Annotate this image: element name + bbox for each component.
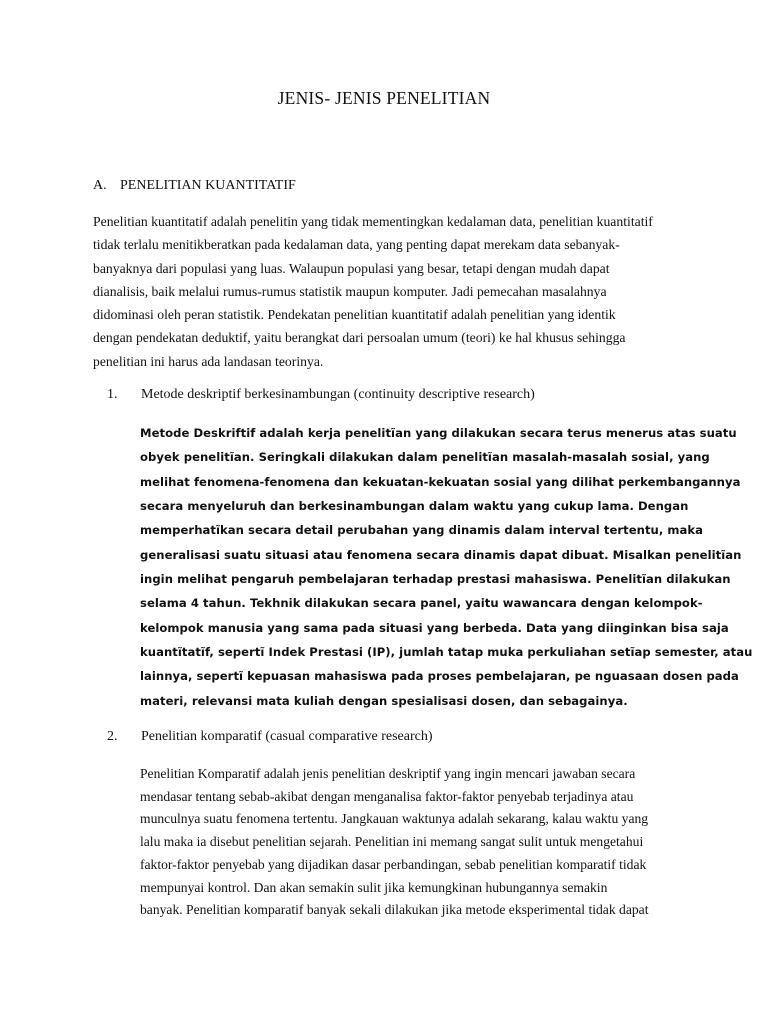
paragraph-line: lainnya, sepertĩ kepuasan mahasiswa pada proses pembelajaran, pe nguasaan dosen pada xyxy=(140,669,739,684)
paragraph-line: generalisasi suatu situasi atau fenomena secara dinamis dapat dibuat. Misalkan penelitĩan xyxy=(140,547,742,562)
paragraph-line: tidak terlalu menitikberatkan pada kedalaman data, yang penting dapat merekam data sebanyak- xyxy=(93,237,620,253)
paragraph-line: lalu maka ia disebut penelitian sejarah. Penelitian ini memang sangat sulit untuk mengetahui xyxy=(140,834,644,850)
list-item-1-title: Metode deskriptif berkesinambungan (continuity descriptive research) xyxy=(141,387,535,402)
list-item-1-heading xyxy=(107,387,535,403)
list-item-2-paragraph xyxy=(140,763,700,922)
paragraph-line: dengan pendekatan deduktif, yaitu berangkat dari persoalan umum (teori) ke hal khusus sehingga xyxy=(93,330,626,346)
paragraph-line: memperhatĩkan secara detail perubahan yang dinamis dalam interval tertentu, maka xyxy=(140,523,704,538)
paragraph-line: obyek penelitĩan. Seringkali dilakukan dalam penelitĩan masalah-masalah sosial, yang xyxy=(140,450,710,465)
paragraph-line: melihat fenomena-fenomena dan kekuatan-kekuatan sosial yang dilihat perkembangannya xyxy=(140,474,741,489)
paragraph-line: materi, relevansi mata kuliah dengan spesialisasi dosen, dan sebagainya. xyxy=(140,693,628,708)
paragraph-line: Metode Deskriftif adalah kerja penelitĩan yang dilakukan secara terus menerus atas suatu xyxy=(140,426,737,440)
paragraph-line: didominasi oleh peran statistik. Pendekatan penelitian kuantitatif adalah penelitian yang identik xyxy=(93,307,616,323)
paragraph-line: secara menyeluruh dan berkesinambungan dalam waktu yang cukup lama. Dengan xyxy=(140,499,689,514)
paragraph-line: mendasar tentang sebab-akibat dengan menganalisa faktor-faktor penyebab terjadinya atau xyxy=(140,788,634,804)
section-a-intro-paragraph xyxy=(93,210,693,373)
list-item-2-title: Penelitian komparatif (casual comparative research) xyxy=(141,729,433,744)
paragraph-line: faktor-faktor penyebab yang dijadikan dasar perbandingan, sebab penelitian komparatif tidak xyxy=(140,856,647,872)
paragraph-line: banyak. Penelitian komparatif banyak sekali dilakukan jika metode eksperimental tidak dapat xyxy=(140,902,649,918)
section-a-title: PENELITIAN KUANTITATIF xyxy=(120,178,296,193)
paragraph-line: kuantĩtatĩf, sepertĩ Indek Prestasi (IP), jumlah tatap muka perkuliahan setĩap semester, atau xyxy=(140,645,753,660)
paragraph-line: Penelitian kuantitatif adalah penelitin yang tidak mementingkan kedalaman data, penelitian kuantitatif xyxy=(93,214,653,229)
list-item-1-paragraph xyxy=(140,421,753,713)
document-title: JENIS- JENIS PENELITIAN xyxy=(277,88,491,108)
section-a-heading xyxy=(93,178,296,194)
list-item-2-number: 2. xyxy=(107,729,118,744)
paragraph-line: banyaknya dari populasi yang luas. Walaupun populasi yang besar, tetapi dengan mudah dapat xyxy=(93,260,610,276)
paragraph-line: mempunyai kontrol. Dan akan semakin sulit jika kemungkinan hubungannya semakin xyxy=(140,879,608,895)
paragraph-line: ingin melihat pengaruh pembelajaran terhadap prestasi mahasiswa. Penelitĩan dilakukan xyxy=(140,572,731,587)
section-a-letter: A. xyxy=(93,178,107,193)
paragraph-line: penelitian ini harus ada landasan teorinya. xyxy=(93,353,324,369)
list-item-2-heading xyxy=(107,729,433,745)
list-item-1-number: 1. xyxy=(107,387,118,402)
paragraph-line: Penelitian Komparatif adalah jenis penelitian deskriptif yang ingin mencari jawaban secara xyxy=(140,766,636,781)
paragraph-line: kelompok manusia yang sama pada situasi yang berbeda. Data yang diinginkan bisa saja xyxy=(140,620,729,635)
paragraph-line: munculnya suatu fenomena tertentu. Jangkauan waktunya adalah sekarang, kalau waktu yang xyxy=(140,811,649,827)
paragraph-line: dianalisis, baik melalui rumus-rumus statistik maupun komputer. Jadi pemecahan masalahnya xyxy=(93,283,607,299)
paragraph-line: selama 4 tahun. Tekhnik dilakukan secara panel, yaitu wawancara dengan kelompok- xyxy=(140,596,703,611)
